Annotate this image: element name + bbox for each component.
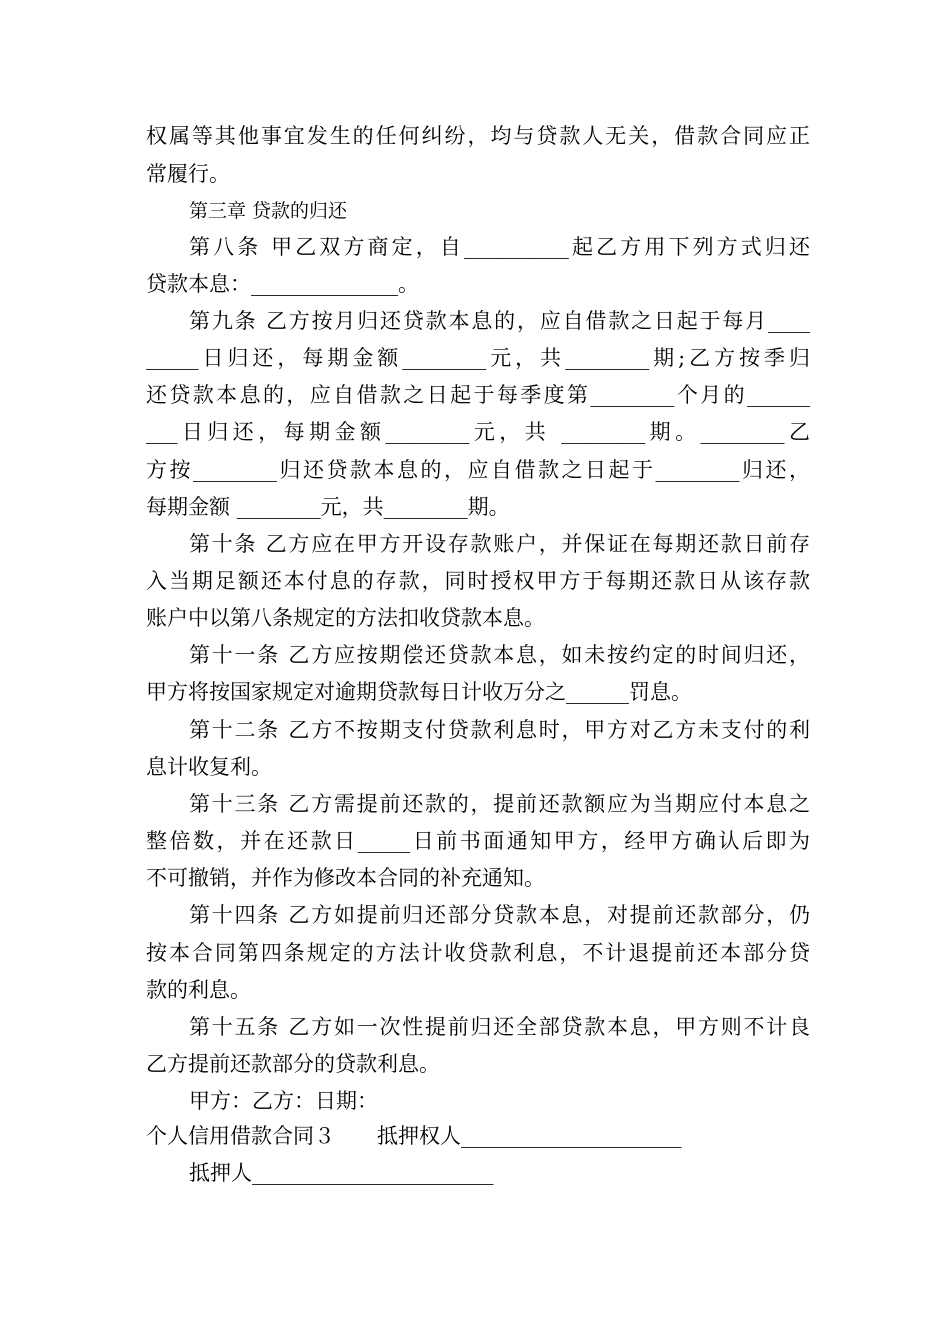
- text-line: 款的利息。: [146, 978, 251, 1002]
- text-line: 方按________归还贷款本息的，应自借款之日起于________归还，: [146, 458, 810, 482]
- text-line: 第十三条 乙方需提前还款的，提前还款额应为当期应付本息之: [189, 792, 810, 816]
- text-line: 权属等其他事宜发生的任何纠纷，均与贷款人无关，借款合同应正: [146, 124, 810, 148]
- text-line: 每期金额 ________元，共________期。: [146, 495, 510, 519]
- text-line: 息计收复利。: [146, 755, 272, 779]
- signature-line: 甲方：乙方：日期：: [189, 1089, 378, 1113]
- text-line: 常履行。: [146, 162, 230, 186]
- text-line: 乙方提前还款部分的贷款利息。: [146, 1052, 440, 1076]
- text-line: 甲方将按国家规定对逾期贷款每日计收万分之______罚息。: [146, 680, 692, 704]
- text-line: 还贷款本息的，应自借款之日起于每季度第________个月的______: [146, 383, 810, 407]
- text-line: 入当期足额还本付息的存款，同时授权甲方于每期还款日从该存款: [146, 569, 810, 593]
- text-line: 第十二条 乙方不按期支付贷款利息时，甲方对乙方未支付的利: [189, 718, 810, 742]
- text-line: 第九条 乙方按月归还贷款本息的，应自借款之日起于每月____: [189, 309, 810, 333]
- chapter-heading: 第三章 贷款的归还: [189, 200, 348, 222]
- text-line: 第八条 甲乙双方商定，自__________起乙方用下列方式归还: [189, 235, 810, 259]
- text-line: 第十五条 乙方如一次性提前归还全部贷款本息，甲方则不计良: [189, 1015, 810, 1039]
- mortgagor-line: 抵押人_______________________: [189, 1161, 494, 1185]
- text-line: _____日归还，每期金额________元，共________期;乙方按季归: [146, 346, 810, 370]
- text-line: 账户中以第八条规定的方法扣收贷款本息。: [146, 606, 545, 630]
- text-line: 不可撤销，并作为修改本合同的补充通知。: [146, 866, 545, 890]
- text-line: 整倍数，并在还款日_____日前书面通知甲方，经甲方确认后即为: [146, 829, 810, 853]
- text-line: 第十条 乙方应在甲方开设存款账户，并保证在每期还款日前存: [189, 532, 810, 556]
- section-title-line: 个人信用借款合同３ 抵押权人_____________________: [146, 1124, 682, 1148]
- text-line: ___日归还，每期金额________元，共 ________期。________乙: [146, 420, 810, 444]
- text-line: 第十四条 乙方如提前归还部分贷款本息，对提前还款部分，仍: [189, 903, 810, 927]
- text-line: 第十一条 乙方应按期偿还贷款本息，如未按约定的时间归还，: [189, 643, 810, 667]
- text-line: 贷款本息：______________。: [146, 272, 419, 296]
- text-line: 按本合同第四条规定的方法计收贷款利息，不计退提前还本部分贷: [146, 941, 810, 965]
